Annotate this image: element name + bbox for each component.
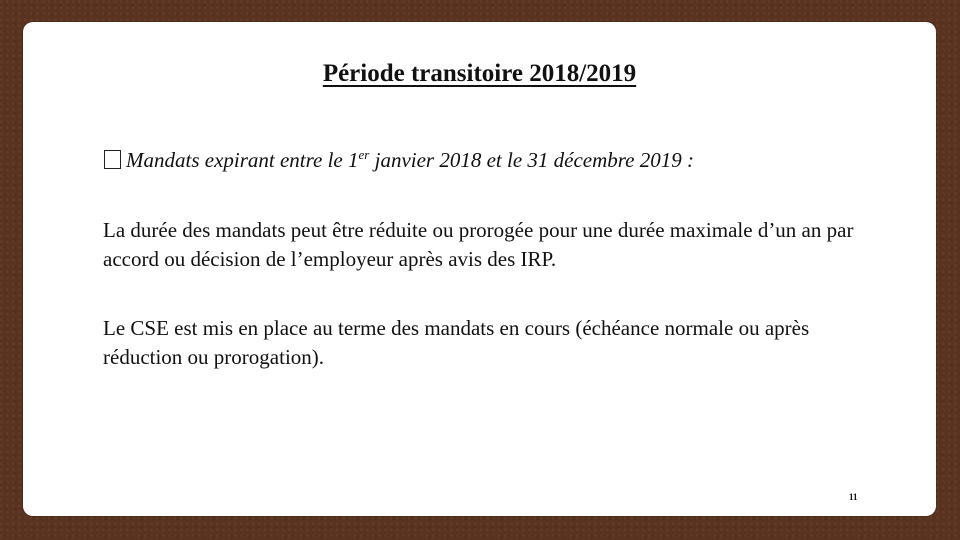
heading-text-end: janvier 2018 et le 31 décembre 2019 : xyxy=(369,148,694,172)
page-number: 11 xyxy=(849,492,858,502)
checkbox-bullet-icon xyxy=(104,150,121,169)
slide xyxy=(23,22,936,516)
heading-superscript: er xyxy=(358,147,370,162)
paragraph-duration: La durée des mandats peut être réduite ou prorogée pour une durée maximale d’un an par accord ou décision de l’employeur après avis des IRP. xyxy=(103,218,854,271)
slide-title: Période transitoire 2018/2019 xyxy=(322,60,637,87)
bullet-heading xyxy=(104,147,694,173)
paragraph-cse: Le CSE est mis en place au terme des mandats en cours (échéance normale ou après réduction ou prorogation). xyxy=(103,316,810,369)
heading-text-start: Mandats expirant entre le 1 xyxy=(126,148,359,172)
